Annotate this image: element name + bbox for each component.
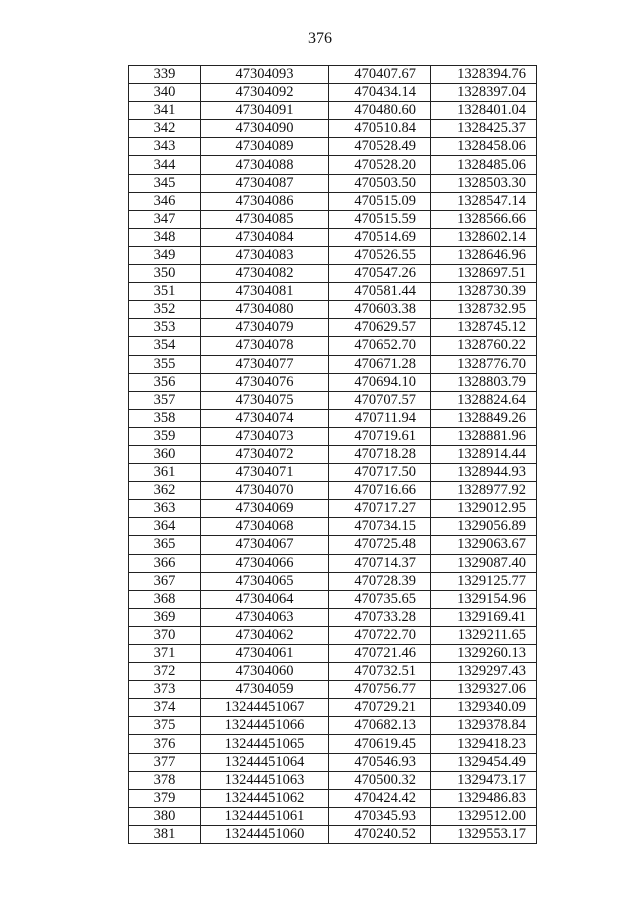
point-id-cell: 47304093	[201, 66, 329, 84]
point-id-cell: 47304068	[201, 518, 329, 536]
table-row	[129, 645, 537, 663]
point-id-cell: 47304085	[201, 210, 329, 228]
table-row	[129, 391, 537, 409]
x-coordinate-cell: 470629.57	[329, 319, 431, 337]
point-id-cell: 47304064	[201, 590, 329, 608]
row-index-cell: 374	[129, 699, 201, 717]
y-coordinate-cell: 1328849.26	[431, 409, 537, 427]
row-index-cell: 360	[129, 445, 201, 463]
point-id-cell: 47304063	[201, 608, 329, 626]
table-row	[129, 84, 537, 102]
table-row	[129, 825, 537, 843]
y-coordinate-cell: 1329340.09	[431, 699, 537, 717]
table-row	[129, 156, 537, 174]
y-coordinate-cell: 1328944.93	[431, 464, 537, 482]
x-coordinate-cell: 470500.32	[329, 771, 431, 789]
row-index-cell: 352	[129, 301, 201, 319]
row-index-cell: 379	[129, 789, 201, 807]
x-coordinate-cell: 470407.67	[329, 66, 431, 84]
y-coordinate-cell: 1328914.44	[431, 445, 537, 463]
x-coordinate-cell: 470728.39	[329, 572, 431, 590]
x-coordinate-cell: 470434.14	[329, 84, 431, 102]
point-id-cell: 47304092	[201, 84, 329, 102]
x-coordinate-cell: 470717.50	[329, 464, 431, 482]
point-id-cell: 47304060	[201, 663, 329, 681]
x-coordinate-cell: 470711.94	[329, 409, 431, 427]
point-id-cell: 47304067	[201, 536, 329, 554]
row-index-cell: 364	[129, 518, 201, 536]
row-index-cell: 369	[129, 608, 201, 626]
point-id-cell: 47304066	[201, 554, 329, 572]
table-row	[129, 500, 537, 518]
table-row	[129, 337, 537, 355]
table-row	[129, 174, 537, 192]
point-id-cell: 47304059	[201, 681, 329, 699]
point-id-cell: 13244451060	[201, 825, 329, 843]
row-index-cell: 367	[129, 572, 201, 590]
row-index-cell: 343	[129, 138, 201, 156]
table-row	[129, 518, 537, 536]
table-row	[129, 120, 537, 138]
table-row	[129, 319, 537, 337]
table-row	[129, 753, 537, 771]
row-index-cell: 356	[129, 373, 201, 391]
y-coordinate-cell: 1329169.41	[431, 608, 537, 626]
y-coordinate-cell: 1328760.22	[431, 337, 537, 355]
y-coordinate-cell: 1328730.39	[431, 283, 537, 301]
table-row	[129, 228, 537, 246]
x-coordinate-cell: 470714.37	[329, 554, 431, 572]
row-index-cell: 358	[129, 409, 201, 427]
table-row	[129, 246, 537, 264]
table-row	[129, 66, 537, 84]
y-coordinate-cell: 1329297.43	[431, 663, 537, 681]
y-coordinate-cell: 1328745.12	[431, 319, 537, 337]
x-coordinate-cell: 470619.45	[329, 735, 431, 753]
y-coordinate-cell: 1329512.00	[431, 807, 537, 825]
point-id-cell: 47304082	[201, 265, 329, 283]
y-coordinate-cell: 1329012.95	[431, 500, 537, 518]
x-coordinate-cell: 470732.51	[329, 663, 431, 681]
x-coordinate-cell: 470510.84	[329, 120, 431, 138]
x-coordinate-cell: 470682.13	[329, 717, 431, 735]
point-id-cell: 47304089	[201, 138, 329, 156]
x-coordinate-cell: 470528.20	[329, 156, 431, 174]
row-index-cell: 354	[129, 337, 201, 355]
x-coordinate-cell: 470240.52	[329, 825, 431, 843]
y-coordinate-cell: 1328394.76	[431, 66, 537, 84]
y-coordinate-cell: 1328881.96	[431, 427, 537, 445]
table-row	[129, 663, 537, 681]
row-index-cell: 381	[129, 825, 201, 843]
row-index-cell: 357	[129, 391, 201, 409]
x-coordinate-cell: 470718.28	[329, 445, 431, 463]
x-coordinate-cell: 470735.65	[329, 590, 431, 608]
y-coordinate-cell: 1328485.06	[431, 156, 537, 174]
row-index-cell: 340	[129, 84, 201, 102]
y-coordinate-cell: 1329211.65	[431, 626, 537, 644]
x-coordinate-cell: 470514.69	[329, 228, 431, 246]
y-coordinate-cell: 1328803.79	[431, 373, 537, 391]
coordinates-table-body	[129, 66, 537, 844]
row-index-cell: 342	[129, 120, 201, 138]
x-coordinate-cell: 470734.15	[329, 518, 431, 536]
y-coordinate-cell: 1328732.95	[431, 301, 537, 319]
table-row	[129, 536, 537, 554]
x-coordinate-cell: 470694.10	[329, 373, 431, 391]
point-id-cell: 47304062	[201, 626, 329, 644]
y-coordinate-cell: 1328566.66	[431, 210, 537, 228]
y-coordinate-cell: 1329125.77	[431, 572, 537, 590]
x-coordinate-cell: 470547.26	[329, 265, 431, 283]
coordinates-table	[128, 65, 537, 844]
row-index-cell: 380	[129, 807, 201, 825]
table-row	[129, 681, 537, 699]
row-index-cell: 375	[129, 717, 201, 735]
y-coordinate-cell: 1329553.17	[431, 825, 537, 843]
table-row	[129, 427, 537, 445]
x-coordinate-cell: 470345.93	[329, 807, 431, 825]
table-row	[129, 554, 537, 572]
row-index-cell: 371	[129, 645, 201, 663]
x-coordinate-cell: 470756.77	[329, 681, 431, 699]
table-row	[129, 464, 537, 482]
table-row	[129, 210, 537, 228]
row-index-cell: 363	[129, 500, 201, 518]
y-coordinate-cell: 1328503.30	[431, 174, 537, 192]
y-coordinate-cell: 1328458.06	[431, 138, 537, 156]
table-row	[129, 283, 537, 301]
point-id-cell: 47304076	[201, 373, 329, 391]
point-id-cell: 13244451066	[201, 717, 329, 735]
y-coordinate-cell: 1329473.17	[431, 771, 537, 789]
table-row	[129, 482, 537, 500]
table-row	[129, 717, 537, 735]
point-id-cell: 13244451063	[201, 771, 329, 789]
row-index-cell: 349	[129, 246, 201, 264]
point-id-cell: 47304074	[201, 409, 329, 427]
y-coordinate-cell: 1328646.96	[431, 246, 537, 264]
point-id-cell: 47304088	[201, 156, 329, 174]
table-row	[129, 735, 537, 753]
point-id-cell: 47304079	[201, 319, 329, 337]
point-id-cell: 47304091	[201, 102, 329, 120]
table-row	[129, 626, 537, 644]
x-coordinate-cell: 470424.42	[329, 789, 431, 807]
table-row	[129, 789, 537, 807]
row-index-cell: 346	[129, 192, 201, 210]
y-coordinate-cell: 1329154.96	[431, 590, 537, 608]
point-id-cell: 47304081	[201, 283, 329, 301]
row-index-cell: 362	[129, 482, 201, 500]
page-number: 376	[308, 30, 332, 47]
x-coordinate-cell: 470515.09	[329, 192, 431, 210]
point-id-cell: 47304072	[201, 445, 329, 463]
x-coordinate-cell: 470725.48	[329, 536, 431, 554]
table-row	[129, 608, 537, 626]
y-coordinate-cell: 1328602.14	[431, 228, 537, 246]
row-index-cell: 339	[129, 66, 201, 84]
table-row	[129, 409, 537, 427]
row-index-cell: 347	[129, 210, 201, 228]
table-row	[129, 265, 537, 283]
point-id-cell: 47304075	[201, 391, 329, 409]
x-coordinate-cell: 470671.28	[329, 355, 431, 373]
row-index-cell: 344	[129, 156, 201, 174]
row-index-cell: 359	[129, 427, 201, 445]
point-id-cell: 13244451064	[201, 753, 329, 771]
row-index-cell: 348	[129, 228, 201, 246]
point-id-cell: 47304080	[201, 301, 329, 319]
y-coordinate-cell: 1328425.37	[431, 120, 537, 138]
x-coordinate-cell: 470707.57	[329, 391, 431, 409]
point-id-cell: 47304087	[201, 174, 329, 192]
point-id-cell: 13244451065	[201, 735, 329, 753]
x-coordinate-cell: 470503.50	[329, 174, 431, 192]
y-coordinate-cell: 1328547.14	[431, 192, 537, 210]
point-id-cell: 13244451062	[201, 789, 329, 807]
x-coordinate-cell: 470652.70	[329, 337, 431, 355]
point-id-cell: 47304086	[201, 192, 329, 210]
table-row	[129, 771, 537, 789]
y-coordinate-cell: 1329260.13	[431, 645, 537, 663]
row-index-cell: 366	[129, 554, 201, 572]
x-coordinate-cell: 470581.44	[329, 283, 431, 301]
y-coordinate-cell: 1329454.49	[431, 753, 537, 771]
table-row	[129, 192, 537, 210]
x-coordinate-cell: 470719.61	[329, 427, 431, 445]
point-id-cell: 47304061	[201, 645, 329, 663]
table-row	[129, 138, 537, 156]
y-coordinate-cell: 1329486.83	[431, 789, 537, 807]
x-coordinate-cell: 470515.59	[329, 210, 431, 228]
x-coordinate-cell: 470721.46	[329, 645, 431, 663]
x-coordinate-cell: 470546.93	[329, 753, 431, 771]
x-coordinate-cell: 470717.27	[329, 500, 431, 518]
x-coordinate-cell: 470528.49	[329, 138, 431, 156]
x-coordinate-cell: 470733.28	[329, 608, 431, 626]
y-coordinate-cell: 1329056.89	[431, 518, 537, 536]
row-index-cell: 345	[129, 174, 201, 192]
row-index-cell: 373	[129, 681, 201, 699]
row-index-cell: 361	[129, 464, 201, 482]
y-coordinate-cell: 1328776.70	[431, 355, 537, 373]
row-index-cell: 350	[129, 265, 201, 283]
table-row	[129, 373, 537, 391]
row-index-cell: 372	[129, 663, 201, 681]
point-id-cell: 47304070	[201, 482, 329, 500]
table-row	[129, 445, 537, 463]
y-coordinate-cell: 1328824.64	[431, 391, 537, 409]
x-coordinate-cell: 470480.60	[329, 102, 431, 120]
point-id-cell: 13244451067	[201, 699, 329, 717]
point-id-cell: 47304073	[201, 427, 329, 445]
table-row	[129, 699, 537, 717]
row-index-cell: 365	[129, 536, 201, 554]
point-id-cell: 13244451061	[201, 807, 329, 825]
y-coordinate-cell: 1328397.04	[431, 84, 537, 102]
y-coordinate-cell: 1329063.67	[431, 536, 537, 554]
x-coordinate-cell: 470526.55	[329, 246, 431, 264]
point-id-cell: 47304065	[201, 572, 329, 590]
y-coordinate-cell: 1329418.23	[431, 735, 537, 753]
row-index-cell: 376	[129, 735, 201, 753]
row-index-cell: 377	[129, 753, 201, 771]
row-index-cell: 341	[129, 102, 201, 120]
row-index-cell: 370	[129, 626, 201, 644]
point-id-cell: 47304084	[201, 228, 329, 246]
point-id-cell: 47304069	[201, 500, 329, 518]
y-coordinate-cell: 1329378.84	[431, 717, 537, 735]
row-index-cell: 353	[129, 319, 201, 337]
row-index-cell: 351	[129, 283, 201, 301]
table-row	[129, 355, 537, 373]
x-coordinate-cell: 470729.21	[329, 699, 431, 717]
table-row	[129, 572, 537, 590]
y-coordinate-cell: 1328401.04	[431, 102, 537, 120]
x-coordinate-cell: 470716.66	[329, 482, 431, 500]
table-row	[129, 590, 537, 608]
y-coordinate-cell: 1329327.06	[431, 681, 537, 699]
row-index-cell: 378	[129, 771, 201, 789]
row-index-cell: 355	[129, 355, 201, 373]
table-row	[129, 807, 537, 825]
x-coordinate-cell: 470722.70	[329, 626, 431, 644]
row-index-cell: 368	[129, 590, 201, 608]
y-coordinate-cell: 1328977.92	[431, 482, 537, 500]
x-coordinate-cell: 470603.38	[329, 301, 431, 319]
point-id-cell: 47304083	[201, 246, 329, 264]
point-id-cell: 47304090	[201, 120, 329, 138]
point-id-cell: 47304078	[201, 337, 329, 355]
table-row	[129, 301, 537, 319]
y-coordinate-cell: 1328697.51	[431, 265, 537, 283]
table-row	[129, 102, 537, 120]
y-coordinate-cell: 1329087.40	[431, 554, 537, 572]
point-id-cell: 47304071	[201, 464, 329, 482]
point-id-cell: 47304077	[201, 355, 329, 373]
